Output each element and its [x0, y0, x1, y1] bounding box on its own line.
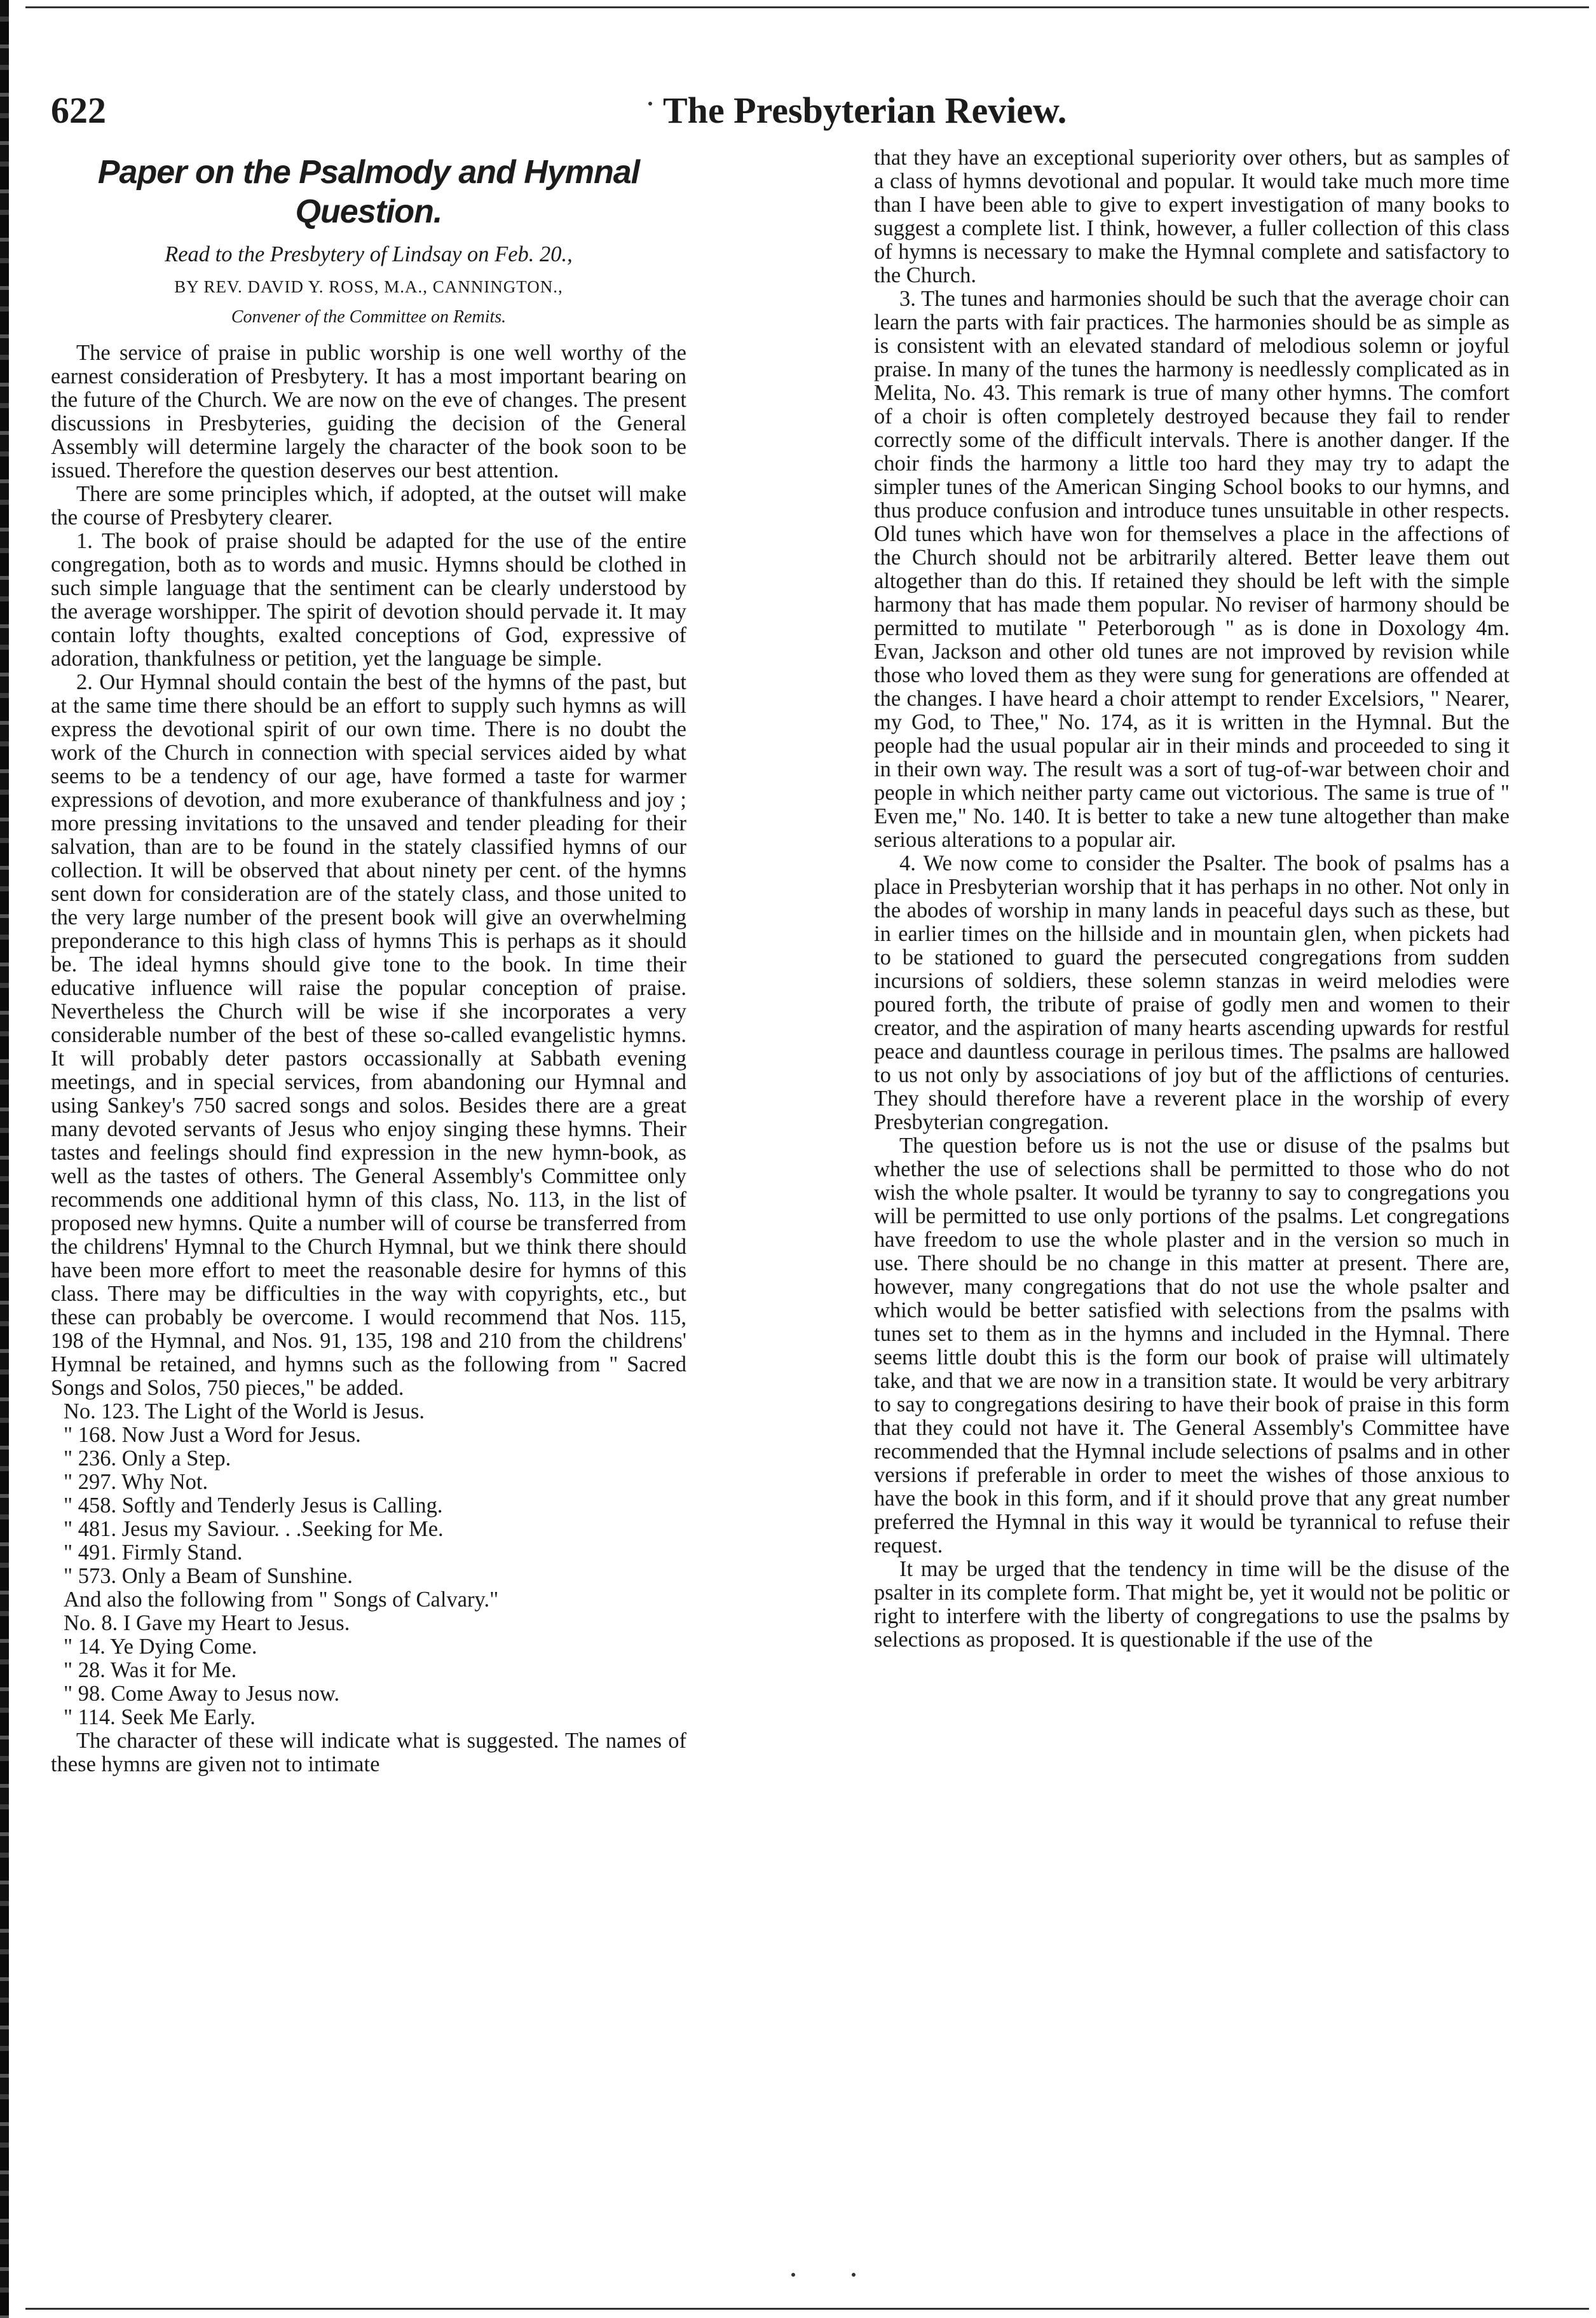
list-item: " 114. Seek Me Early. [64, 1705, 256, 1729]
calvary-hymn-list [51, 1612, 686, 1729]
paragraph: 1. The book of praise should be adapted for the use of the entire congregation, both as to words and music. Hymns should be clothed in such simple language that the sentiment can be clearly understood by the average worshipper. The spirit of devotion should pervade it. It may contain lofty thoughts, exalted conceptions of God, expressive of adoration, thankfulness or petition, yet the language be simple. [51, 529, 686, 671]
paragraph: There are some principles which, if adopted, at the outset will make the course of Presbytery clearer. [51, 482, 686, 530]
page-mark [852, 2273, 856, 2277]
paragraph: 3. The tunes and harmonies should be such that the average choir can learn the parts with fair practices. The harmonies should be as simple as is consistent with an elevated standard of melodious solemn or joyful praise. In many of the tunes the harmony is needlessly complicated as in Melita, No. 43. This remark is true of many other hymns. The comfort of a choir is often completely destroyed because they fail to render correctly some of the difficult intervals. There is another danger. If the choir finds the harmony a little too hard they may try to adapt the simpler tunes of the American Singing School books to our hymns, and thus produce confusion and introduce tunes unsuitable in other respects. Old tunes which have won for themselves a place in the affections of the Church should not be arbitrarily altered. Better leave them out altogether than do this. If retained they should be left with the simple harmony that has made them popular. No reviser of harmony should be permitted to mutilate " Peterborough " as is done in Doxology 4m. Evan, Jackson and other old tunes are not improved by revision while those who loved them as they were sung for generations are offended at the changes. I have heard a choir attempt to render Excelsiors, " Nearer, my God, to Thee," No. 174, as it is written in the Hymnal. But the people had the usual popular air in their minds and proceeded to sing it in their own way. The result was a sort of tug-of-war between choir and people in which neither party came out victorious. The same is true of " Even me," No. 140. It is better to take a new tune altogether than make serious alterations to a popular air. [874, 287, 1510, 852]
list-intro: And also the following from " Songs of Calvary." [64, 1588, 499, 1612]
left-column [51, 146, 686, 1776]
article-read-to: Read to the Presbytery of Lindsay on Feb. 20., [165, 242, 573, 266]
page-mark [791, 2273, 795, 2277]
list-item: No. 8. I Gave my Heart to Jesus. [64, 1611, 350, 1635]
list-item: " 236. Only a Step. [64, 1446, 231, 1471]
right-column [874, 146, 1510, 1652]
list-item: " 14. Ye Dying Come. [64, 1635, 257, 1659]
list-item: " 168. Now Just a Word for Jesus. [64, 1423, 361, 1447]
list-item: " 573. Only a Beam of Sunshine. [64, 1564, 353, 1588]
sankey-hymn-list [51, 1400, 686, 1588]
top-rule [25, 6, 1589, 8]
page-number: 622 [51, 90, 106, 131]
list-item: " 458. Softly and Tenderly Jesus is Calling. [64, 1493, 443, 1518]
list-item: " 481. Jesus my Saviour. . .Seeking for Me. [64, 1517, 444, 1541]
paragraph: It may be urged that the tendency in time will be the disuse of the psalter in its complete form. That might be, yet it would not be politic or right to interfere with the liberty of congregations to use the psalms by selections as proposed. It is questionable if the use of the [874, 1557, 1510, 1652]
paragraph: 2. Our Hymnal should contain the best of the hymns of the past, but at the same time there should be an effort to supply such hymns as will express the devotional spirit of our own time. There is no doubt the work of the Church in connection with special services aided by what seems to be a tendency of our age, have formed a taste for warmer expressions of devotion, and more exuberance of thankfulness and joy ; more pressing invitations to the unsaved and tender pleading for their salvation, than are to be found in the stately classified hymns of our collection. It will be observed that about ninety per cent. of the hymns sent down for consideration are of the stately class, and those united to the very large number of the present book will give an overwhelming preponderance to this high class of hymns This is perhaps as it should be. The ideal hymns should give tone to the book. In time their educative influence will raise the popular conception of praise. Nevertheless the Church will be wise if she incorporates a very considerable number of the best of these so-called evangelistic hymns. It will probably deter pastors occassionally at Sabbath evening meetings, and in special services, from abandoning our Hymnal and using Sankey's 750 sacred songs and solos. Besides there are a great many devoted servants of Jesus who enjoy singing these hymns. Their tastes and feelings should find expression in the new hymn-book, as well as the tastes of others. The General Assembly's Committee only recommends one additional hymn of this class, No. 113, in the list of proposed new hymns. Quite a number will of course be transferred from the childrens' Hymnal to the Church Hymnal, but we think there should have been more effort to meet the reasonable desire for hymns of this class. There may be difficulties in the way with copyrights, etc., but these can probably be overcome. I would recommend that Nos. 115, 198 of the Hymnal, and Nos. 91, 135, 198 and 210 from the childrens' Hymnal be retained, and hymns such as the following from " Sacred Songs and Solos, 750 pieces," be added. [51, 670, 686, 1400]
article-title: Paper on the Psalmody and Hymnal Question. [97, 154, 640, 230]
paragraph: The question before us is not the use or disuse of the psalms but whether the use of selections shall be permitted to those who do not wish the whole psalter. It would be tyranny to say to congregations you will be permitted to use only portions of the psalms. Let congregations have freedom to use the whole plaster and in the version so much in use. There should be no change in this matter at present. There are, however, many congregations that do not use the whole psalter and which would be better satisfied with selections from the psalms with tunes set to them as in the hymns and included in the Hymnal. There seems little doubt this is the form our book of praise will ultimately take, and that we are now in a transition state. It would be very arbitrary to say to congregations desiring to have their book of praise in this form that they could not have it. The General Assembly's Committee have recommended that the Hymnal include selections of psalms and in other versions if preferable in order to meet the wishes of those anxious to have the book in this form, and if it should prove that any great number preferred the Hymnal in this way it would be tyrannical to refuse their request. [874, 1134, 1510, 1558]
list-item: " 297. Why Not. [64, 1470, 208, 1494]
paragraph: 4. We now come to consider the Psalter. The book of psalms has a place in Presbyterian worship that it has perhaps in no other. Not only in the abodes of worship in many lands in peaceful days such as these, but in earlier times on the hillside and in mountain glen, when pickets had to be stationed to guard the persecuted congregations from sudden incursions of soldiers, these solemn stanzas in weird melodies were poured forth, the tribute of praise of godly men and women to their creator, and the aspiration of many hearts ascending upwards for restful peace and dauntless courage in perilous times. The psalms are hallowed to us not only by associations of joy but of the afflictions of centuries. They should therefore have a reverent place in the worship of every Presbyterian congregation. [874, 851, 1510, 1134]
paragraph: The character of these will indicate what is suggested. The names of these hymns are given not to intimate [51, 1729, 686, 1776]
list-item: " 98. Come Away to Jesus now. [64, 1682, 340, 1706]
article-author: BY REV. DAVID Y. ROSS, M.A., CANNINGTON., [174, 277, 563, 296]
list-item: No. 123. The Light of the World is Jesus. [64, 1399, 425, 1423]
bottom-rule [25, 2308, 1589, 2310]
paragraph: The service of praise in public worship is one well worthy of the earnest consideration of Presbytery. It has a most important bearing on the future of the Church. We are now on the eve of changes. The present discussions in Presbyteries, guiding the decision of the General Assembly will determine largely the character of the book soon to be issued. Therefore the question deserves our best attention. [51, 341, 686, 483]
journal-title: The Presbyterian Review. [663, 90, 1067, 131]
article-convener: Convener of the Committee on Remits. [231, 307, 507, 327]
list-item: " 491. Firmly Stand. [64, 1540, 243, 1565]
page-binding-edge [0, 0, 9, 2318]
paragraph: that they have an exceptional superiority over others, but as samples of a class of hymns devotional and popular. It would take much more time than I have been able to give to expert investigation of many books to suggest a complete list. I think, however, a fuller collection of this class of hymns is necessary to make the Hymnal complete and satisfactory to the Church. [874, 146, 1510, 287]
page-header [51, 89, 1529, 140]
list-item: " 28. Was it for Me. [64, 1658, 237, 1682]
